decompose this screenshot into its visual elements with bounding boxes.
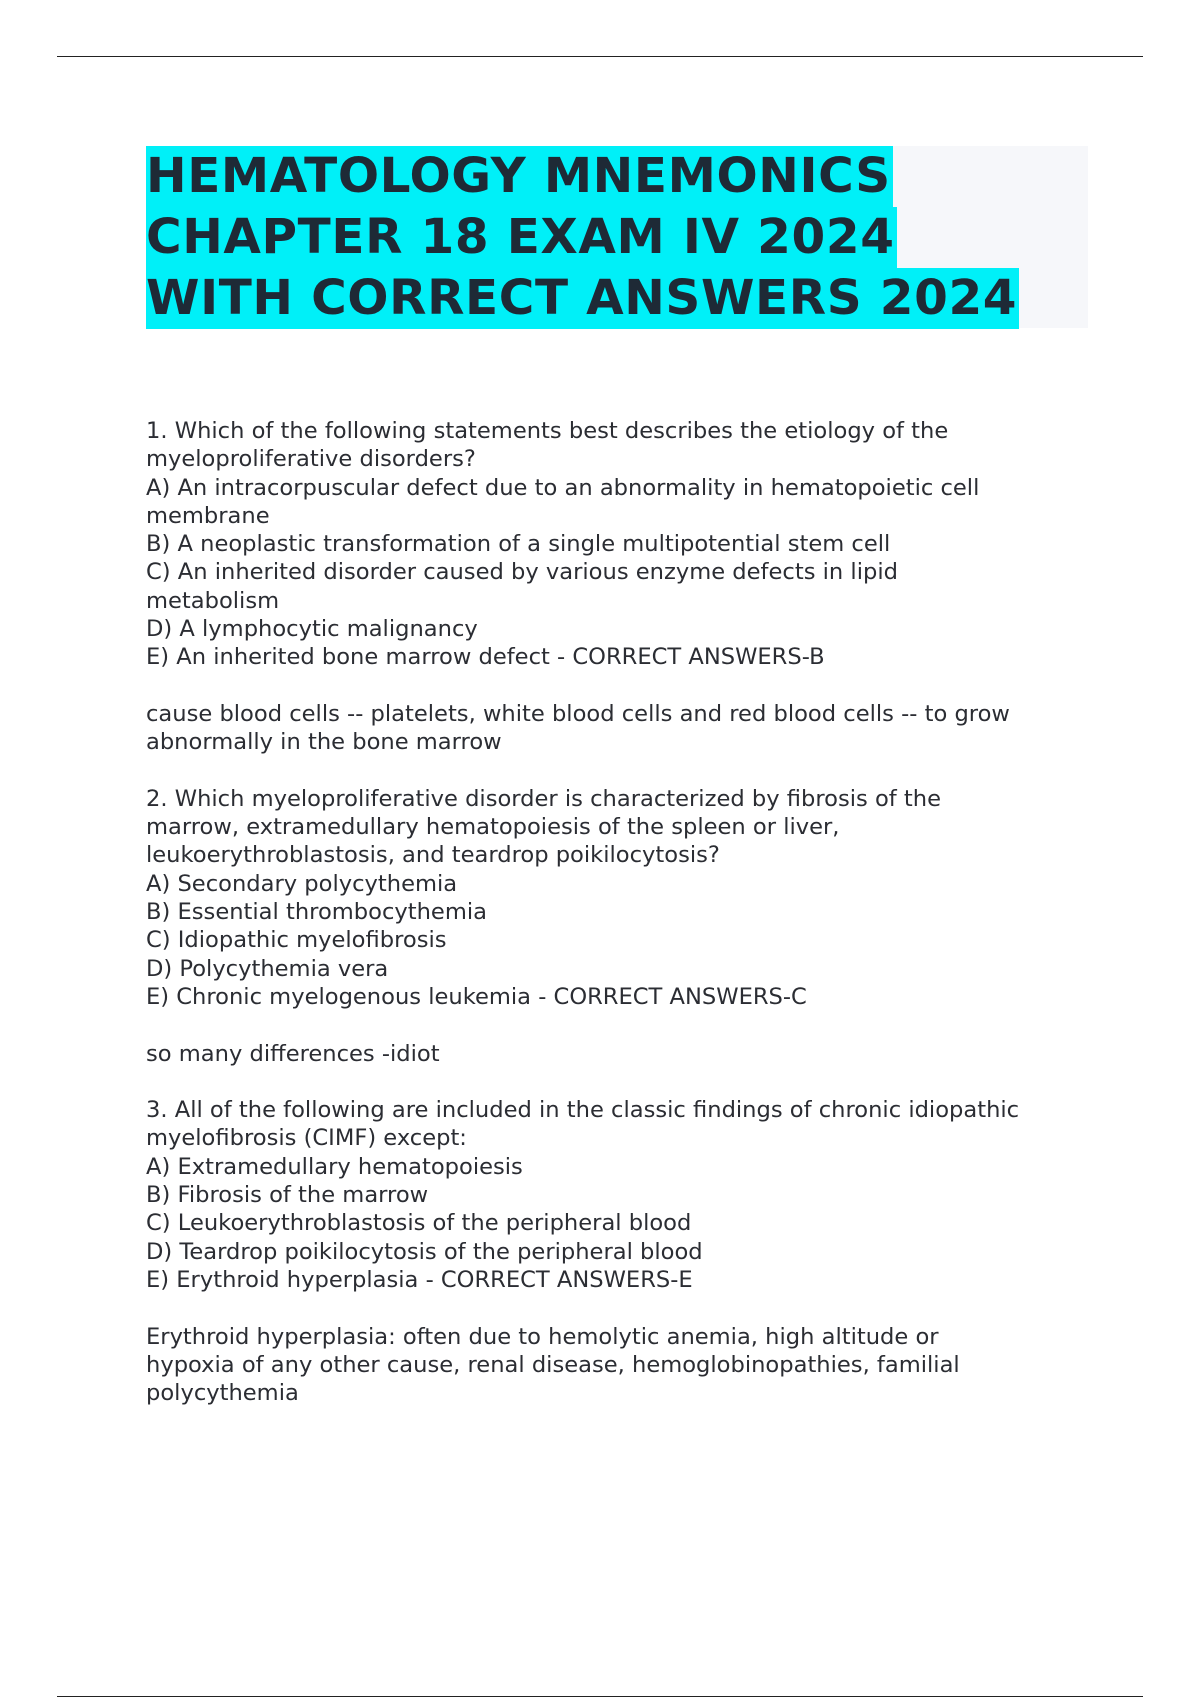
- question-text: leukoerythroblastosis, and teardrop poikilocytosis?: [146, 842, 720, 869]
- answer-option: A) Secondary polycythemia: [146, 870, 458, 897]
- explanation-text: Erythroid hyperplasia: often due to hemolytic anemia, high altitude or: [146, 1323, 939, 1350]
- answer-option: A) Extramedullary hematopoiesis: [146, 1153, 523, 1180]
- answer-option: B) A neoplastic transformation of a single multipotential stem cell: [146, 531, 891, 558]
- question-text: 1. Which of the following statements best describes the etiology of the: [146, 418, 949, 444]
- answer-option: D) Polycythemia vera: [146, 955, 389, 982]
- title-line: CHAPTER 18 EXAM IV 2024: [146, 207, 897, 268]
- explanation-2: [146, 1040, 1106, 1068]
- question-text: 2. Which myeloproliferative disorder is characterized by fibrosis of the: [146, 785, 941, 812]
- question-text: myelofibrosis (CIMF) except:: [146, 1125, 467, 1152]
- answer-option: B) Essential thrombocythemia: [146, 899, 487, 926]
- answer-option: B) Fibrosis of the marrow: [146, 1182, 429, 1209]
- document-title: [146, 146, 1088, 329]
- title-line: HEMATOLOGY MNEMONICS: [146, 146, 893, 207]
- question-text: marrow, extramedullary hematopoiesis of the spleen or liver,: [146, 814, 840, 841]
- explanation-text: polycythemia: [146, 1380, 299, 1407]
- explanation-1: [146, 700, 1106, 757]
- answer-option: A) An intracorpuscular defect due to an abnormality in hematopoietic cell: [146, 474, 980, 501]
- footer-rule: [57, 1696, 1143, 1697]
- answer-option: D) A lymphocytic malignancy: [146, 616, 478, 643]
- answer-option: metabolism: [146, 587, 280, 614]
- answer-option: membrane: [146, 502, 270, 529]
- answer-option: C) Idiopathic myelofibrosis: [146, 927, 447, 954]
- title-block: [146, 146, 1088, 328]
- answer-option: D) Teardrop poikilocytosis of the peripheral blood: [146, 1238, 703, 1265]
- explanation-text: so many differences -idiot: [146, 1040, 440, 1067]
- explanation-text: cause blood cells -- platelets, white blood cells and red blood cells -- to grow: [146, 700, 1010, 727]
- document-body: [146, 417, 1106, 1436]
- question-1: [146, 417, 1106, 672]
- header-rule: [57, 56, 1143, 57]
- explanation-3: [146, 1323, 1106, 1408]
- question-text: 3. All of the following are included in the classic findings of chronic idiopathic: [146, 1097, 1020, 1124]
- answer-option-correct: E) Chronic myelogenous leukemia - CORRECT ANSWERS-C: [146, 983, 807, 1010]
- answer-option: C) An inherited disorder caused by various enzyme defects in lipid: [146, 559, 898, 586]
- question-2: [146, 785, 1106, 1011]
- explanation-text: abnormally in the bone marrow: [146, 729, 502, 756]
- explanation-text: hypoxia of any other cause, renal disease, hemoglobinopathies, familial: [146, 1351, 960, 1378]
- answer-option-correct: E) Erythroid hyperplasia - CORRECT ANSWERS-E: [146, 1266, 693, 1293]
- question-3: [146, 1096, 1106, 1294]
- question-text: myeloproliferative disorders?: [146, 446, 476, 473]
- title-line: WITH CORRECT ANSWERS 2024: [146, 268, 1019, 329]
- answer-option: C) Leukoerythroblastosis of the peripheral blood: [146, 1210, 692, 1237]
- answer-option-correct: E) An inherited bone marrow defect - CORRECT ANSWERS-B: [146, 644, 825, 671]
